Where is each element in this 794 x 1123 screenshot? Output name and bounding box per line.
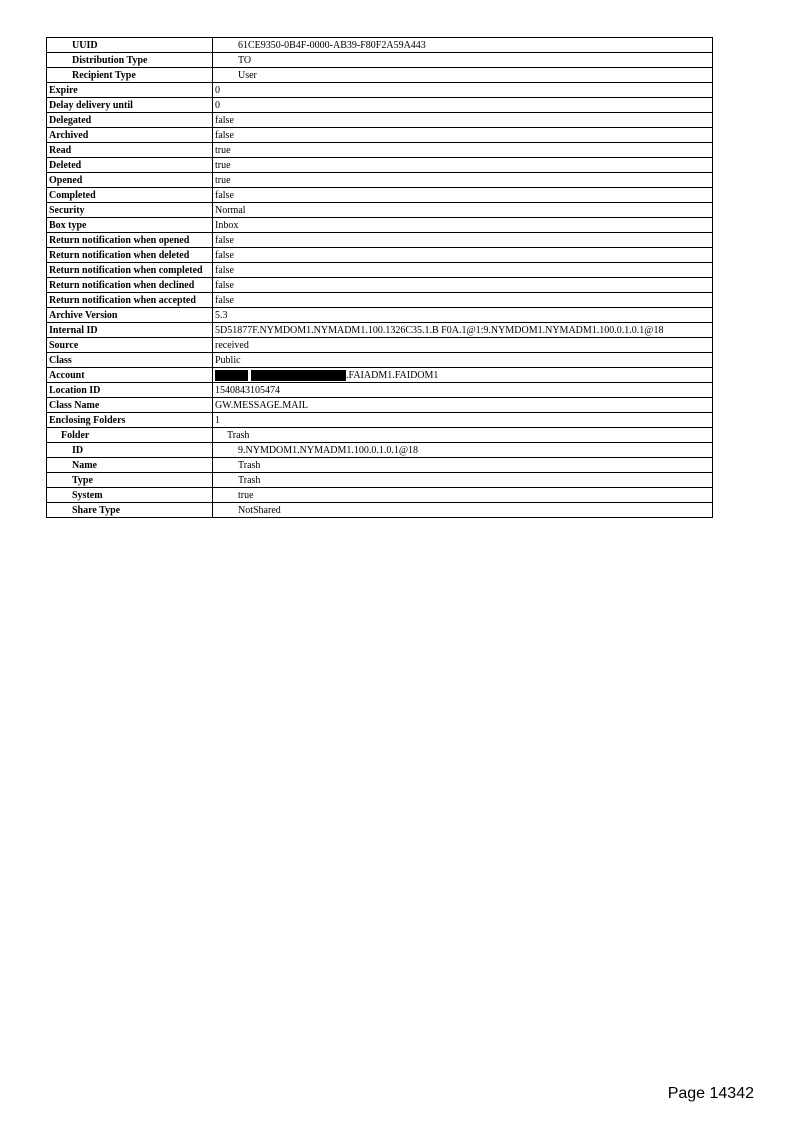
property-value: NotShared xyxy=(213,503,713,518)
table-row xyxy=(47,458,713,473)
property-value: false xyxy=(213,278,713,293)
property-key: Security xyxy=(47,203,213,218)
account-suffix: .FAIADM1.FAIDOM1 xyxy=(346,370,439,381)
table-row xyxy=(47,368,713,383)
table-row xyxy=(47,443,713,458)
table-row xyxy=(47,113,713,128)
property-value: 61CE9350-0B4F-0000-AB39-F80F2A59A443 xyxy=(213,38,713,53)
property-key: Source xyxy=(47,338,213,353)
property-value: 9.NYMDOM1.NYMADM1.100.0.1.0.1@18 xyxy=(213,443,713,458)
property-value: 1 xyxy=(213,413,713,428)
property-key: Return notification when declined xyxy=(47,278,213,293)
table-row xyxy=(47,68,713,83)
property-key: ID xyxy=(47,443,213,458)
table-row xyxy=(47,503,713,518)
property-value: true xyxy=(213,173,713,188)
property-value: 0 xyxy=(213,98,713,113)
table-row xyxy=(47,128,713,143)
table-row xyxy=(47,203,713,218)
table-row xyxy=(47,188,713,203)
property-key: Return notification when opened xyxy=(47,233,213,248)
table-row xyxy=(47,98,713,113)
property-value: false xyxy=(213,248,713,263)
table-row xyxy=(47,83,713,98)
table-row xyxy=(47,488,713,503)
property-key: Completed xyxy=(47,188,213,203)
property-value: GW.MESSAGE.MAIL xyxy=(213,398,713,413)
table-row xyxy=(47,383,713,398)
property-value: Trash xyxy=(213,473,713,488)
table-row xyxy=(47,278,713,293)
table-row xyxy=(47,308,713,323)
table-row xyxy=(47,293,713,308)
property-value: received xyxy=(213,338,713,353)
property-key: Delegated xyxy=(47,113,213,128)
table-row xyxy=(47,473,713,488)
table-row xyxy=(47,53,713,68)
property-key: Distribution Type xyxy=(47,53,213,68)
table-row xyxy=(47,428,713,443)
table-row xyxy=(47,398,713,413)
property-value: Public xyxy=(213,353,713,368)
property-value: TO xyxy=(213,53,713,68)
page-number: Page 14342 xyxy=(667,1085,754,1102)
table-row xyxy=(47,263,713,278)
property-value: 0 xyxy=(213,83,713,98)
property-value: Normal xyxy=(213,203,713,218)
property-key: Read xyxy=(47,143,213,158)
table-row xyxy=(47,143,713,158)
property-key: Folder xyxy=(47,428,213,443)
property-key: Class xyxy=(47,353,213,368)
property-value: Trash xyxy=(213,458,713,473)
property-key: Return notification when completed xyxy=(47,263,213,278)
table-row xyxy=(47,338,713,353)
table-row xyxy=(47,413,713,428)
property-value: false xyxy=(213,263,713,278)
property-value: 5D51877F.NYMDOM1.NYMADM1.100.1326C35.1.B F0A.1@1:9.NYMDOM1.NYMADM1.100.0.1.0.1@18 xyxy=(213,323,713,338)
property-key: Archived xyxy=(47,128,213,143)
property-key: Return notification when accepted xyxy=(47,293,213,308)
property-key: Return notification when deleted xyxy=(47,248,213,263)
property-key: UUID xyxy=(47,38,213,53)
table-row xyxy=(47,38,713,53)
property-key: Location ID xyxy=(47,383,213,398)
table-row xyxy=(47,353,713,368)
property-key: Expire xyxy=(47,83,213,98)
redaction-box xyxy=(215,370,248,381)
property-value: false xyxy=(213,188,713,203)
property-key: Class Name xyxy=(47,398,213,413)
property-key: Name xyxy=(47,458,213,473)
property-key: Internal ID xyxy=(47,323,213,338)
property-key: Delay delivery until xyxy=(47,98,213,113)
property-value: Inbox xyxy=(213,218,713,233)
redaction-box xyxy=(251,370,346,381)
table-row xyxy=(47,323,713,338)
property-key: Share Type xyxy=(47,503,213,518)
property-value: false xyxy=(213,128,713,143)
property-value: User xyxy=(213,68,713,83)
property-value: true xyxy=(213,488,713,503)
property-key: Opened xyxy=(47,173,213,188)
table-row xyxy=(47,158,713,173)
property-value: true xyxy=(213,143,713,158)
properties-table xyxy=(46,37,713,518)
table-row xyxy=(47,173,713,188)
table-row xyxy=(47,218,713,233)
property-key: Enclosing Folders xyxy=(47,413,213,428)
table-row xyxy=(47,248,713,263)
property-key: Recipient Type xyxy=(47,68,213,83)
property-key: Box type xyxy=(47,218,213,233)
property-value: false xyxy=(213,113,713,128)
property-value: 5.3 xyxy=(213,308,713,323)
table-row xyxy=(47,233,713,248)
property-value: false xyxy=(213,233,713,248)
property-value: true xyxy=(213,158,713,173)
property-value: false xyxy=(213,293,713,308)
property-key: Archive Version xyxy=(47,308,213,323)
property-key: System xyxy=(47,488,213,503)
property-key: Deleted xyxy=(47,158,213,173)
property-value: Trash xyxy=(213,428,713,443)
property-key: Account xyxy=(47,368,213,383)
property-key: Type xyxy=(47,473,213,488)
property-value: 1540843105474 xyxy=(213,383,713,398)
property-value xyxy=(213,368,713,383)
